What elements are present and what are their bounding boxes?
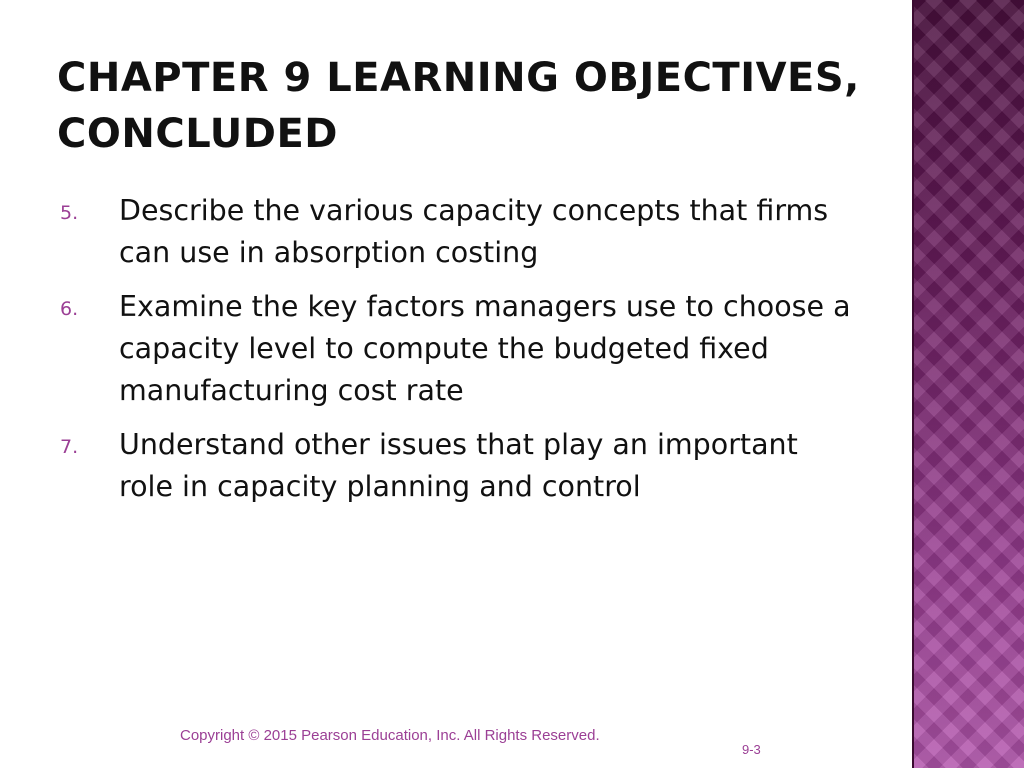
side-band-texture <box>912 0 1024 768</box>
objective-item <box>57 424 857 508</box>
decorative-side-band <box>912 0 1024 768</box>
objective-text: Describe the various capacity concepts that firms can use in absorption costing <box>119 194 829 269</box>
objective-text: Examine the key factors managers use to choose a capacity level to compute the budgeted fixed manufacturing cost rate <box>119 290 851 407</box>
objective-text: Understand other issues that play an important role in capacity planning and control <box>119 428 798 503</box>
copyright-notice: Copyright © 2015 Pearson Education, Inc. All Rights Reserved. <box>180 727 600 744</box>
page-number: 9-3 <box>742 742 761 757</box>
objective-item <box>57 286 857 412</box>
slide-title: CHAPTER 9 LEARNING OBJECTIVES, CONCLUDED <box>57 55 860 157</box>
objective-number: 7. <box>60 436 79 458</box>
objective-item <box>57 190 857 274</box>
objective-number: 5. <box>60 202 79 224</box>
side-band-edge <box>912 0 914 768</box>
objective-number: 6. <box>60 298 79 320</box>
objectives-list <box>57 190 857 520</box>
